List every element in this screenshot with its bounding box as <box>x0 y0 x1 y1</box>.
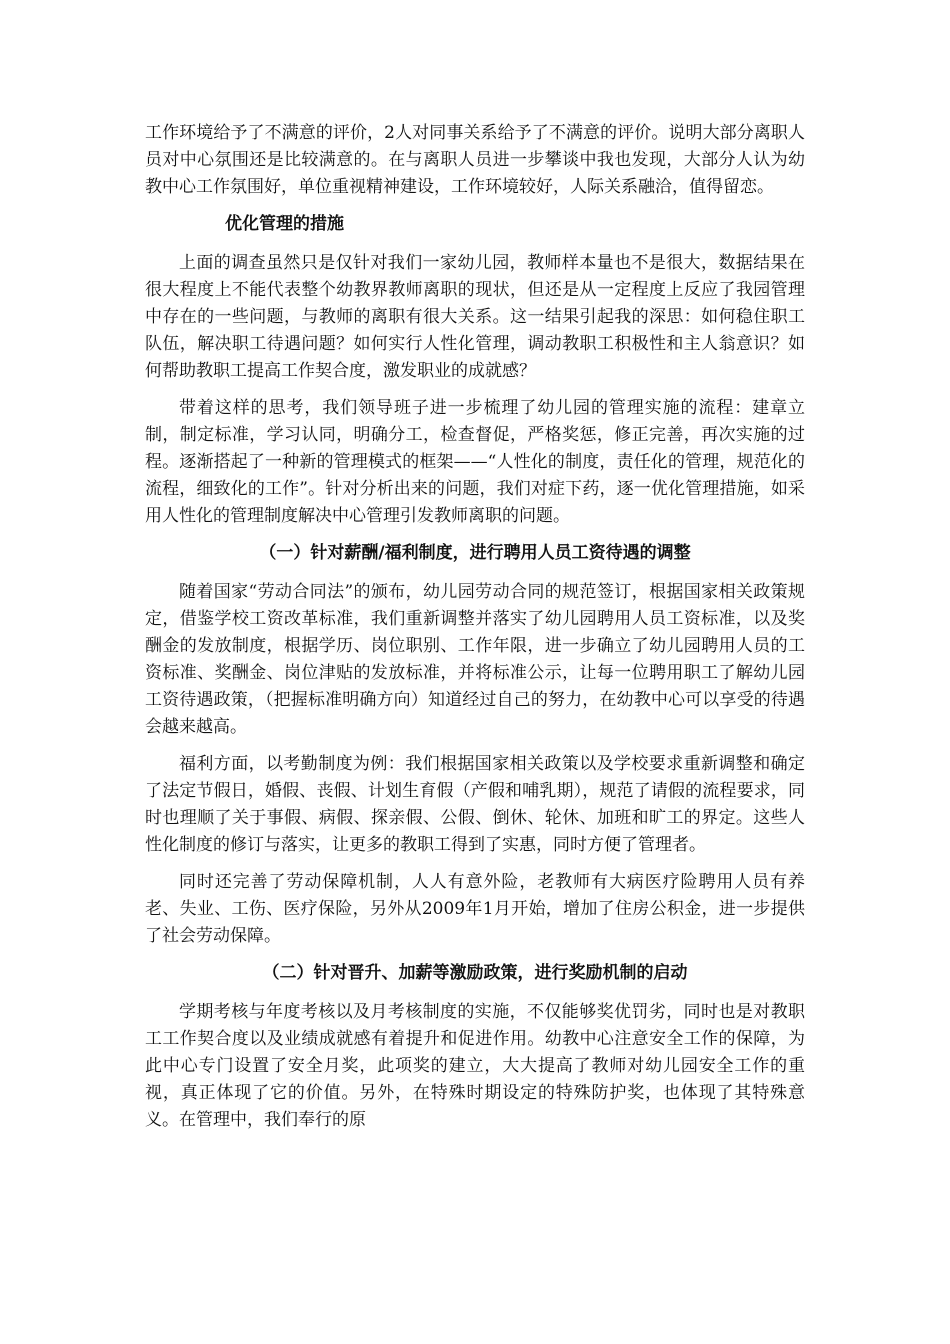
paragraph-labor-law: 随着国家“劳动合同法”的颁布，幼儿园劳动合同的规范签订，根据国家相关政策规定，借鉴学校工资改革标准，我们重新调整并落实了幼儿园聘用人员工资标准，以及奖酬金的发放制度，根据学历、岗位职别、工作年限，进一步确立了幼儿园聘用人员的工资标准、奖酬金、岗位津贴的发放标准，并将标准公示，让每一位聘用职工了解幼儿园工资待遇政策，（把握标准明确方向）知道经过自己的努力，在幼教中心可以享受的待遇会越来越高。 <box>145 582 805 737</box>
paragraph-assessment: 学期考核与年度考核以及月考核制度的实施，不仅能够奖优罚劣，同时也是对教职工工作契合度以及业绩成就感有着提升和促进作用。幼教中心注意安全工作的保障，为此中心专门设置了安全月奖，此项奖的建立，大大提高了教师对幼儿园安全工作的重视，真正体现了它的价值。另外，在特殊时期设定的特殊防护奖，也体现了其特殊意义。在管理中，我们奉行的原 <box>145 1002 805 1130</box>
section-heading-measures: 优化管理的措施 <box>225 214 344 234</box>
paragraph-welfare: 福利方面，以考勤制度为例：我们根据国家相关政策以及学校要求重新调整和确定了法定节假日，婚假、丧假、计划生育假（产假和哺乳期），规范了请假的流程要求，同时也理顺了关于事假、病假、探亲假、公假、倒休、轮休、加班和旷工的界定。这些人性化制度的修订与落实，让更多的教职工得到了实惠，同时方便了管理者。 <box>145 754 805 855</box>
paragraph-insurance: 同时还完善了劳动保障机制，人人有意外险，老教师有大病医疗险聘用人员有养老、失业、工伤、医疗保险，另外从2009年1月开始，增加了住房公积金，进一步提供了社会劳动保障。 <box>145 872 805 946</box>
paragraph-continuation: 工作环境给予了不满意的评价，2人对同事关系给予了不满意的评价。说明大部分离职人员对中心氛围还是比较满意的。在与离职人员进一步攀谈中我也发现，大部分人认为幼教中心工作氛围好，单位重视精神建设，工作环境较好，人际关系融洽，值得留恋。 <box>145 123 805 197</box>
subheading-salary: （一）针对薪酬/福利制度，进行聘用人员工资待遇的调整 <box>259 543 691 563</box>
subheading-incentives: （二）针对晋升、加薪等激励政策，进行奖励机制的启动 <box>262 963 688 983</box>
paragraph-survey: 上面的调查虽然只是仅针对我们一家幼儿园，教师样本量也不是很大，数据结果在很大程度上不能代表整个幼教界教师离职的现状，但还是从一定程度上反应了我园管理中存在的一些问题，与教师的离职有很大关系。这一结果引起我的深思：如何稳住职工队伍，解决职工待遇问题？如何实行人性化管理，调动教职工积极性和主人翁意识？如何帮助教职工提高工作契合度，激发职业的成就感？ <box>145 253 805 381</box>
document-page <box>145 120 805 1144</box>
paragraph-management-process: 带着这样的思考，我们领导班子进一步梳理了幼儿园的管理实施的流程：建章立制，制定标准，学习认同，明确分工，检查督促，严格奖惩，修正完善，再次实施的过程。逐渐搭起了一种新的管理模式的框架——“人性化的制度，责任化的管理，规范化的流程，细致化的工作”。针对分析出来的问题，我们对症下药，逐一优化管理措施，如采用人性化的管理制度解决中心管理引发教师离职的问题。 <box>145 398 805 526</box>
